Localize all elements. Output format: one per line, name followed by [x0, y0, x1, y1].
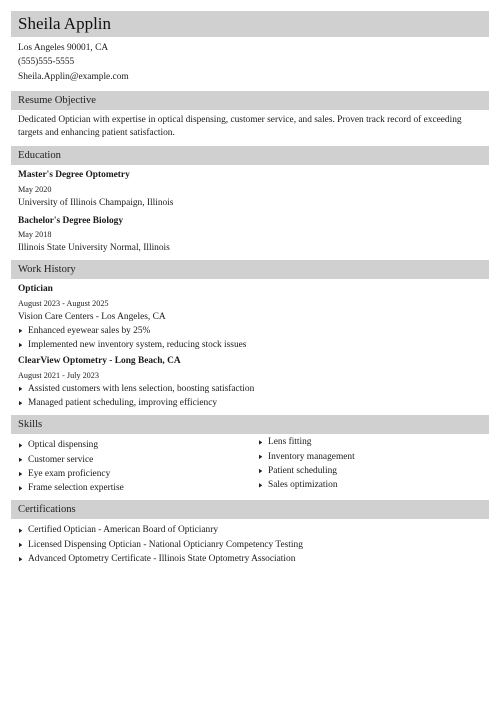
skills-left-column [18, 438, 258, 495]
job-dates: August 2021 - July 2023 [18, 370, 99, 380]
contact-phone: (555)555-5555 [18, 57, 75, 68]
education-entry [18, 215, 482, 256]
list-item: Managed patient scheduling, improving efficiency [18, 396, 482, 410]
education-heading: Education [18, 150, 61, 162]
contact-address: Los Angeles 90001, CA [18, 43, 109, 53]
list-item: Implemented new inventory system, reducing stock issues [18, 338, 482, 352]
list-item: Patient scheduling [258, 464, 482, 478]
job-entry [18, 355, 482, 410]
skills-heading: Skills [18, 419, 43, 431]
education-heading-bar [11, 146, 489, 165]
education-section [11, 165, 489, 260]
work-heading: Work History [18, 264, 76, 276]
job-employer: Vision Care Centers - Los Angeles, CA [18, 311, 166, 322]
list-item: Certified Optician - American Board of Opticianry [18, 523, 482, 537]
contact-info [11, 37, 489, 84]
degree-title: Bachelor's Degree Biology [18, 215, 124, 226]
skills-section [11, 434, 489, 500]
list-item: Advanced Optometry Certificate - Illinois State Optometry Association [18, 552, 482, 566]
work-section [11, 279, 489, 415]
list-item: Enhanced eyewear sales by 25% [18, 324, 482, 338]
list-item: Customer service [18, 453, 258, 467]
school-name: Illinois State University Normal, Illinois [18, 243, 170, 254]
certifications-section [11, 519, 489, 571]
name-header [11, 11, 489, 37]
work-heading-bar [11, 260, 489, 279]
job-dates: August 2023 - August 2025 [18, 298, 109, 308]
objective-text: Dedicated Optician with expertise in optical dispensing, customer service, and sales. Proven track record of exceeding targets and enhancing patient satisfaction. [18, 114, 462, 139]
degree-title: Master's Degree Optometry [18, 170, 130, 181]
objective-heading-bar [11, 91, 489, 110]
list-item: Inventory management [258, 450, 482, 464]
list-item: Sales optimization [258, 478, 482, 492]
job-title: Optician [18, 284, 53, 295]
list-item: Assisted customers with lens selection, boosting satisfaction [18, 382, 482, 396]
list-item: Licensed Dispensing Optician - National Opticianry Competency Testing [18, 538, 482, 552]
job-title: ClearView Optometry - Long Beach, CA [18, 356, 181, 367]
skills-heading-bar [11, 415, 489, 434]
certifications-list [18, 523, 482, 566]
education-entry [18, 169, 482, 210]
degree-date: May 2018 [18, 230, 52, 240]
job-bullets [18, 382, 482, 411]
certifications-heading-bar [11, 500, 489, 519]
objective-heading: Resume Objective [18, 94, 96, 106]
list-item: Optical dispensing [18, 438, 258, 452]
job-bullets [18, 324, 482, 353]
skills-right-column [258, 435, 482, 495]
list-item: Lens fitting [258, 435, 482, 449]
degree-date: May 2020 [18, 184, 52, 194]
list-item: Eye exam proficiency [18, 467, 258, 481]
candidate-name: Sheila Applin [18, 14, 112, 33]
list-item: Frame selection expertise [18, 481, 258, 495]
contact-email: Sheila.Applin@example.com [18, 71, 129, 82]
certifications-heading: Certifications [18, 504, 76, 516]
school-name: University of Illinois Champaign, Illinois [18, 197, 174, 208]
objective-section [11, 110, 489, 146]
job-entry [18, 283, 482, 352]
